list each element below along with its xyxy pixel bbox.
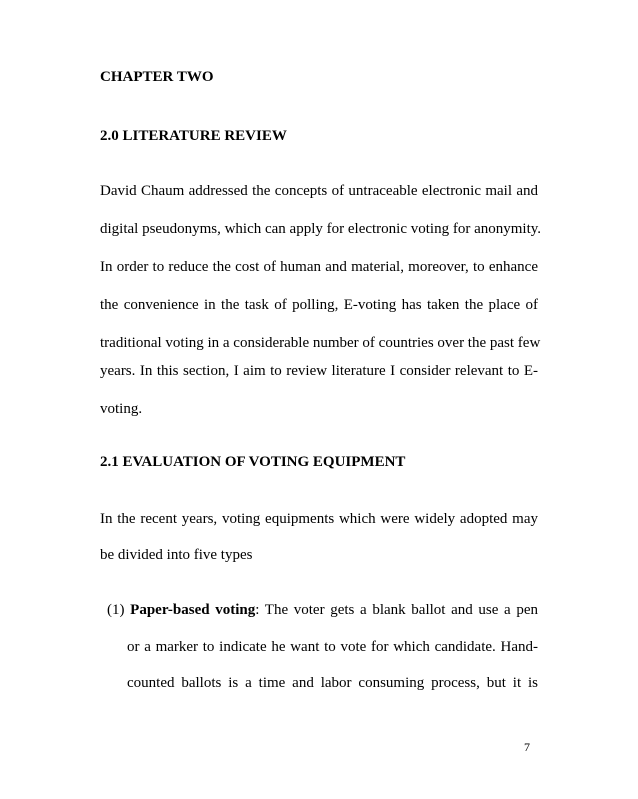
paragraph-line: the convenience in the task of polling, E-voting has taken the place of (100, 297, 538, 313)
section-2-0-heading: 2.0 LITERATURE REVIEW (100, 128, 287, 144)
list-item-continuation-line: or a marker to indicate he want to vote for which candidate. Hand- (127, 639, 538, 655)
paragraph-line: In the recent years, voting equipments which were widely adopted may (100, 511, 538, 527)
list-item-term: Paper-based voting (130, 602, 256, 618)
chapter-title: CHAPTER TWO (100, 69, 214, 85)
list-item-number: (1) (107, 602, 125, 618)
page-number: 7 (524, 740, 530, 754)
paragraph-line: traditional voting in a considerable number of countries over the past few (100, 335, 541, 351)
paragraph-line: David Chaum addressed the concepts of untraceable electronic mail and (100, 183, 538, 199)
list-item-continuation-line: counted ballots is a time and labor consuming process, but it is (127, 675, 538, 691)
paragraph-line: voting. (100, 401, 143, 417)
paragraph-line: years. In this section, I aim to review literature I consider relevant to E- (100, 363, 538, 379)
list-item-text: : The voter gets a blank ballot and use a pen (255, 602, 539, 618)
paragraph-line: In order to reduce the cost of human and material, moreover, to enhance (100, 259, 538, 275)
section-2-1-heading: 2.1 EVALUATION OF VOTING EQUIPMENT (100, 454, 406, 470)
paragraph-line: digital pseudonyms, which can apply for electronic voting for anonymity. (100, 221, 542, 237)
paragraph-line: be divided into five types (100, 547, 253, 563)
list-item-1-first-line (107, 601, 538, 619)
